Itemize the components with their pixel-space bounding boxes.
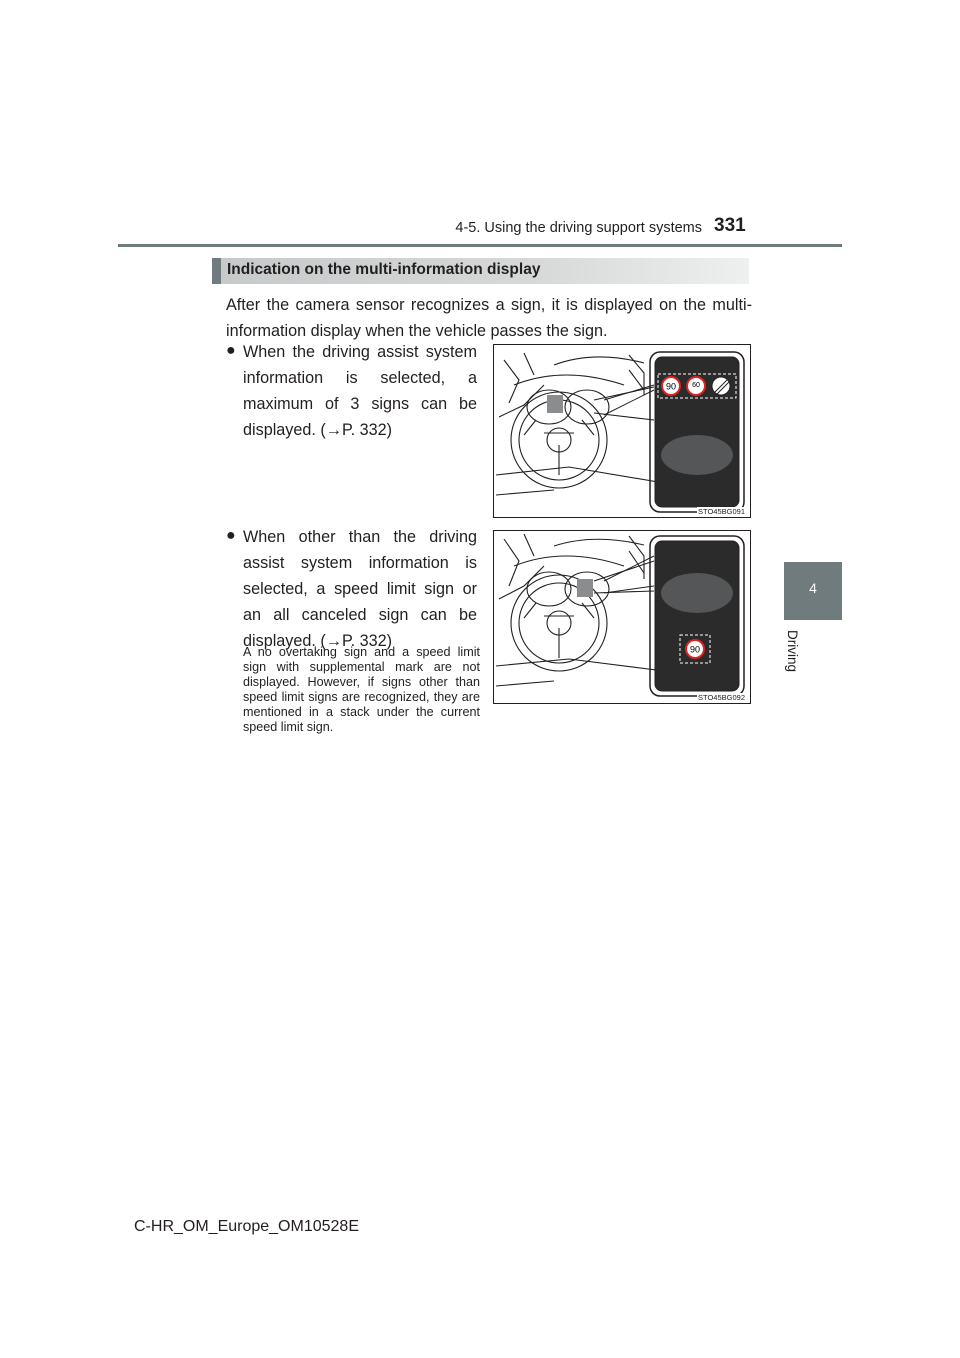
footer-document-id: C-HR_OM_Europe_OM10528E [134,1218,359,1235]
note-text: A no overtaking sign and a speed limit sign with supplemental mark are not displayed. However, if signs other than speed limit signs are recognized, they are mentioned in a stack under the current speed limit sign. [243,645,480,734]
bullet-marker: ● [226,342,236,359]
speed-sign-90: 90 [665,381,677,392]
figure-code: STO45BG091 [698,507,745,516]
figure-code: STO45BG092 [698,693,745,702]
illustration-three-signs [493,344,751,518]
section-title: 4-5. Using the driving support systems [455,220,702,236]
header-rule [118,244,842,247]
bullet-text: When the driving assist system information is selected, a maximum of 3 signs can be displayed. (→P. 332) [243,343,477,439]
chapter-label: Driving [785,630,800,673]
illustration-single-sign [493,530,751,704]
bullet-text: When other than the driving assist system information is selected, a speed limit sign or an all canceled sign can be displayed. (→P. 332) [243,528,477,650]
section-heading: Indication on the multi-information display [227,261,541,278]
chapter-number: 4 [809,580,817,596]
page-number: 331 [714,215,746,236]
speed-sign-90: 90 [689,644,701,655]
speed-sign-60: 60 [692,382,700,389]
bullet-marker: ● [226,527,236,544]
dashboard-illustration [494,345,750,517]
intro-paragraph: After the camera sensor recognizes a sign, it is displayed on the multi-information display when the vehicle passes the sign. [226,296,752,340]
dashboard-illustration [494,531,750,703]
